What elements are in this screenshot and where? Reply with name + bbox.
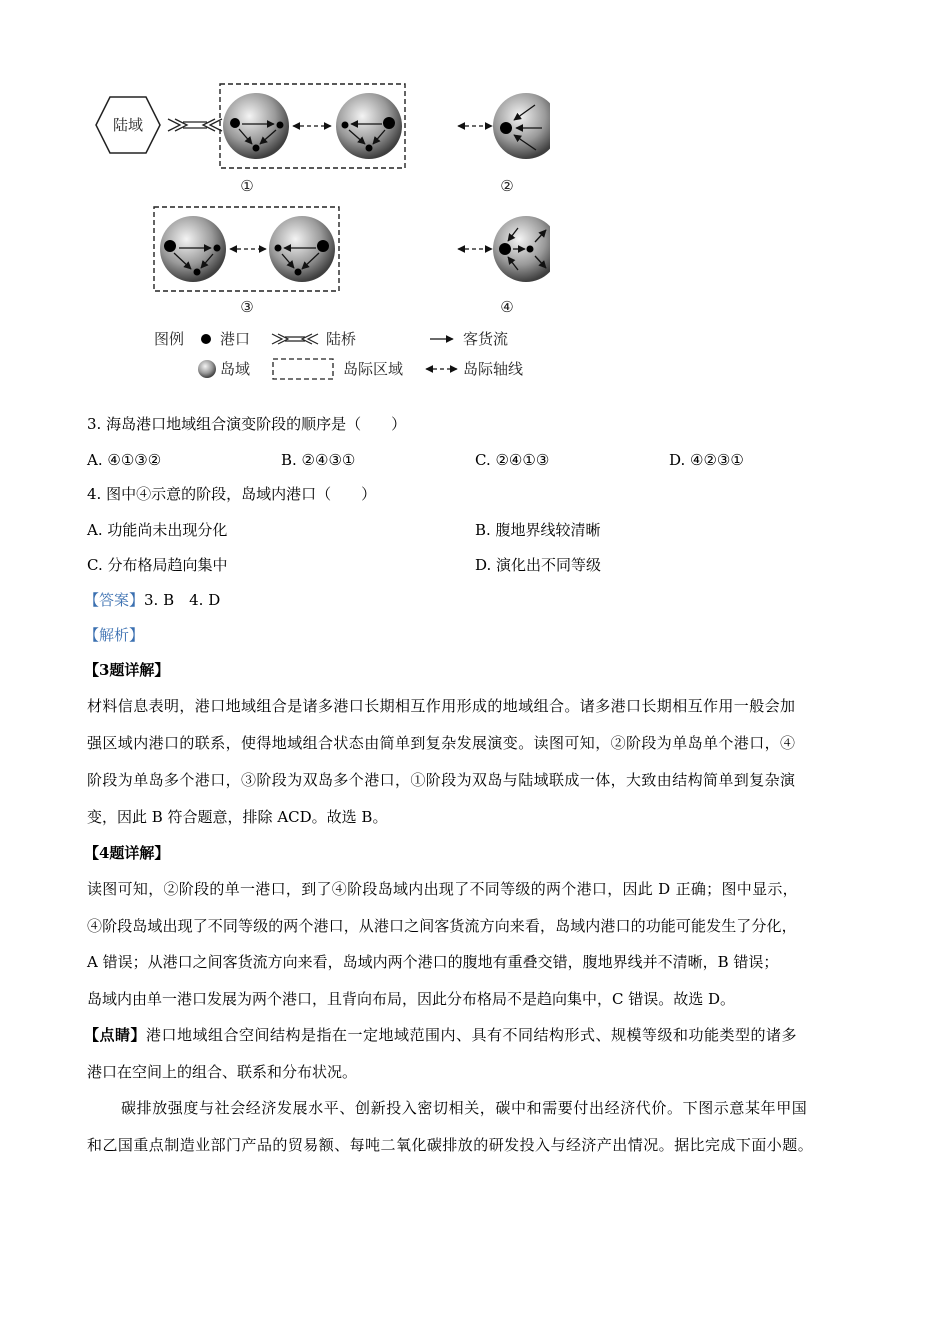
port-dot [275,245,282,252]
legend-port-label: 港口 [220,330,251,348]
port-dot [317,240,329,252]
q3-stem: 3. 海岛港口地域组合演变阶段的顺序是（ ） [87,415,407,433]
stage-label-2: ② [500,177,514,195]
port-dot [527,246,534,253]
analysis-tag: 【解析】 [84,626,145,644]
legend-axis-label: 岛际轴线 [463,360,524,378]
port-dot [383,117,395,129]
answer-line [84,590,220,610]
q4-option-a[interactable]: A. 功能尚未出现分化 [87,521,228,539]
q4-option-d[interactable]: D. 演化出不同等级 [475,556,602,574]
intro-line: 碳排放强度与社会经济发展水平、创新投入密切相关，碳中和需要付出经济代价。下图示意某年甲国 [121,1099,808,1117]
q4-option-c[interactable]: C. 分布格局趋向集中 [87,556,228,574]
tip-line [84,1025,797,1045]
q3-detail-title: 【3题详解】 [84,661,170,679]
legend-land-bridge-label: 陆桥 [326,330,357,348]
port-evolution-figure [80,78,550,388]
q4-stem: 4. 图中④示意的阶段，岛域内港口（ ） [87,485,377,503]
q3-option-d[interactable]: D. ④②③① [669,451,744,469]
legend-land-bridge-icon [272,334,318,344]
q3-option-b[interactable]: B. ②④③① [281,451,356,469]
port-dot [164,240,176,252]
q4-detail-line: A 错误；从港口之间客货流方向来看，岛域内两个港口的腹地有重叠交错，腹地界线并不清晰，B 错误； [87,953,779,971]
port-dot [194,269,201,276]
tip-tag: 【点睛】 [84,1026,147,1044]
legend-flow-label: 客货流 [463,330,509,348]
legend-title: 图例 [154,330,185,348]
port-dot [500,122,512,134]
q4-detail-line: ④阶段岛域出现了不同等级的两个港口，从港口之间客货流方向来看，岛域内港口的功能可能发生了分化， [87,917,797,935]
answer-text: 3. B 4. D [144,591,221,609]
port-dot [230,118,240,128]
legend-region-icon [273,359,333,379]
legend-region-label: 岛际区域 [343,360,404,378]
legend-island-label: 岛域 [220,360,251,378]
port-dot [277,122,284,129]
q4-detail-title: 【4题详解】 [84,844,170,862]
answer-tag: 【答案】 [84,591,145,609]
stage-label-4: ④ [500,298,514,316]
q3-detail-line: 材料信息表明，港口地域组合是诸多港口长期相互作用形成的地域组合。诸多港口长期相互作用一般会加 [87,697,796,715]
q4-detail-line: 读图可知，②阶段的单一港口，到了④阶段岛域内出现了不同等级的两个港口，因此 D 正确；图中显示， [87,880,798,898]
q3-option-c[interactable]: C. ②④①③ [475,451,550,469]
q3-detail-line: 阶段为单岛多个港口，③阶段为双岛多个港口，①阶段为双岛与陆域联成一体，大致由结构简单到复杂演 [87,771,796,789]
intro-line-2: 和乙国重点制造业部门产品的贸易额、每吨二氧化碳排放的研发投入与经济产出情况。据比完成下面小题。 [87,1136,814,1154]
q3-option-a[interactable]: A. ④①③② [87,451,162,469]
tip-line-2: 港口在空间上的组合、联系和分布状况。 [87,1063,358,1081]
port-dot [253,145,260,152]
legend-island-icon [198,360,216,378]
q3-detail-line: 变，因此 B 符合题意，排除 ACD。故选 B。 [87,808,388,826]
q3-detail-line: 强区域内港口的联系，使得地域组合状态由简单到复杂发展演变。读图可知，②阶段为单岛单个港口，④ [87,734,796,752]
q4-option-b[interactable]: B. 腹地界线较清晰 [475,521,601,539]
stage-label-1: ① [240,177,254,195]
port-dot [295,269,302,276]
land-bridge-symbol [168,119,222,131]
land-label: 陆域 [112,116,144,134]
port-dot [499,243,511,255]
tip-text: 港口地域组合空间结构是指在一定地域范围内、具有不同结构形式、规模等级和功能类型的诸多 [146,1026,798,1044]
port-dot [342,122,349,129]
stage-label-3: ③ [240,298,254,316]
port-dot [214,245,221,252]
q4-detail-line: 岛域内由单一港口发展为两个港口，且背向布局，因此分布格局不是趋向集中，C 错误。故选 D。 [87,990,736,1008]
port-dot [366,145,373,152]
legend-port-icon [201,334,211,344]
